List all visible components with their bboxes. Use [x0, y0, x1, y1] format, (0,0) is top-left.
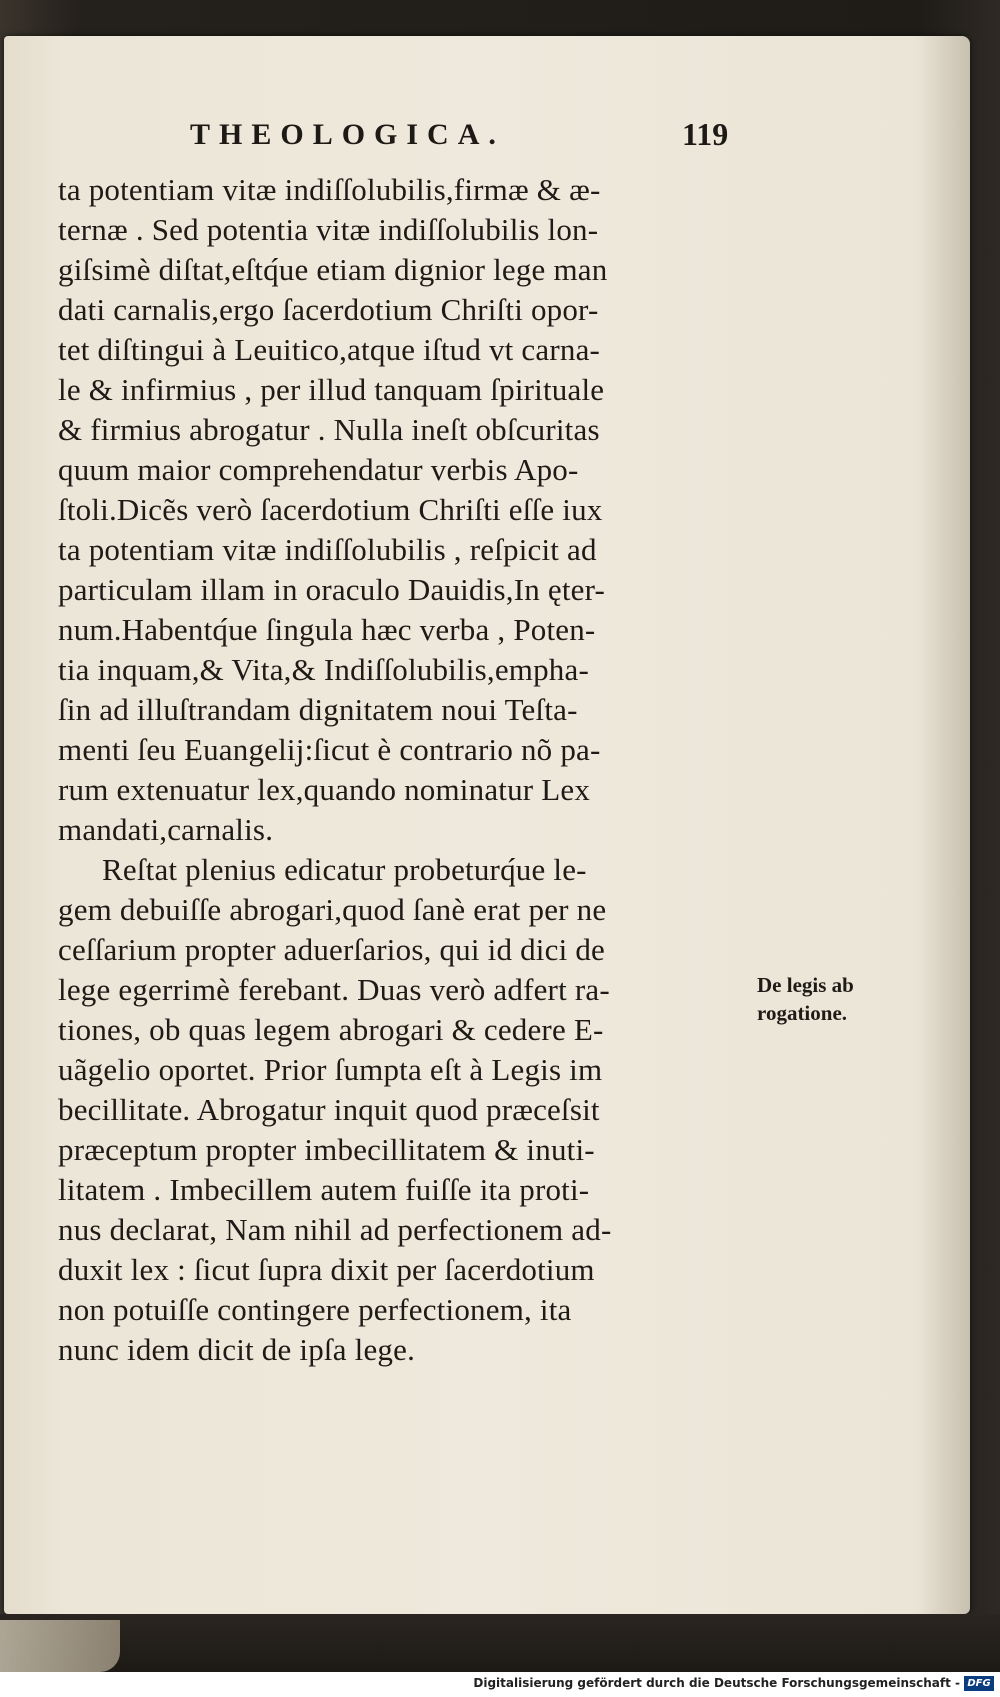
text-line: duxit lex : ſicut ſupra dixit per ſacerdotium — [58, 1252, 595, 1287]
page-number: 119 — [682, 116, 729, 152]
running-head-title: THEOLOGICA. — [190, 118, 505, 151]
text-line: ceſſarium propter aduerſarios, qui id dici de — [58, 932, 606, 967]
margin-note-line: rogatione. — [757, 1001, 848, 1025]
text-line: nunc idem dicit de ipſa lege. — [58, 1332, 416, 1367]
footer-credit: Digitalisierung gefördert durch die Deutsche Forschungsgemeinschaft - — [473, 1676, 960, 1690]
dfg-logo-icon: DFG — [964, 1676, 994, 1691]
text-line: lege egerrimè ferebant. Duas verò adfert ra- — [58, 972, 610, 1007]
paper-corner — [0, 1620, 120, 1672]
text-line: quum maior comprehendatur verbis Apo- — [58, 452, 579, 487]
text-line: tiones, ob quas legem abrogari & cedere E- — [58, 1012, 604, 1047]
text-line: becillitate. Abrogatur inquit quod præceſsit — [58, 1092, 600, 1127]
text-line: ternæ . Sed potentia vitæ indiſſolubilis lon- — [58, 212, 599, 247]
text-line-paragraph-start: Reſtat plenius edicatur probeturq́ue le- — [102, 852, 587, 887]
text-line: num.Habentq́ue ſingula hæc verba , Poten- — [58, 612, 596, 647]
text-line: rum extenuatur lex,quando nominatur Lex — [58, 772, 591, 807]
text-line: mandati,carnalis. — [58, 812, 274, 847]
body-text — [58, 170, 758, 1370]
text-line: menti ſeu Euangelij:ſicut è contrario nõ pa- — [58, 732, 601, 767]
text-line: gem debuiſſe abrogari,quod ſanè erat per ne — [58, 892, 607, 927]
footer-strip — [0, 1672, 1000, 1697]
text-line: tet diſtingui à Leuitico,atque iſtud vt carna- — [58, 332, 601, 367]
text-line: ta potentiam vitæ indiſſolubilis,firmæ & æ- — [58, 172, 601, 207]
text-line: non potuiſſe contingere perfectionem, ita — [58, 1292, 572, 1327]
margin-note — [757, 971, 887, 1027]
text-line: giſsimè diſtat,eſtq́ue etiam dignior lege man — [58, 252, 608, 287]
text-line: ſtoli.Dicẽs verò ſacerdotium Chriſti eſſe iux — [58, 492, 603, 527]
text-line: dati carnalis,ergo ſacerdotium Chriſti opor- — [58, 292, 599, 327]
text-line: tia inquam,& Vita,& Indiſſolubilis,empha- — [58, 652, 589, 687]
text-line: le & infirmius , per illud tanquam ſpirituale — [58, 372, 605, 407]
text-line: ſin ad illuſtrandam dignitatem noui Teſta- — [58, 692, 578, 727]
text-line: & firmius abrogatur . Nulla ineſt obſcuritas — [58, 412, 600, 447]
text-line: particulam illam in oraculo Dauidis,In ęter- — [58, 572, 606, 607]
running-head — [0, 118, 1000, 158]
text-line: litatem . Imbecillem autem fuiſſe ita proti- — [58, 1172, 590, 1207]
margin-note-line: De legis ab — [757, 973, 854, 997]
text-line: ta potentiam vitæ indiſſolubilis , reſpicit ad — [58, 532, 597, 567]
text-line: præceptum propter imbecillitatem & inuti- — [58, 1132, 595, 1167]
text-line: uãgelio oportet. Prior ſumpta eſt à Legis im — [58, 1052, 603, 1087]
bottom-binding — [0, 1614, 1000, 1672]
text-line: nus declarat, Nam nihil ad perfectionem ad- — [58, 1212, 612, 1247]
